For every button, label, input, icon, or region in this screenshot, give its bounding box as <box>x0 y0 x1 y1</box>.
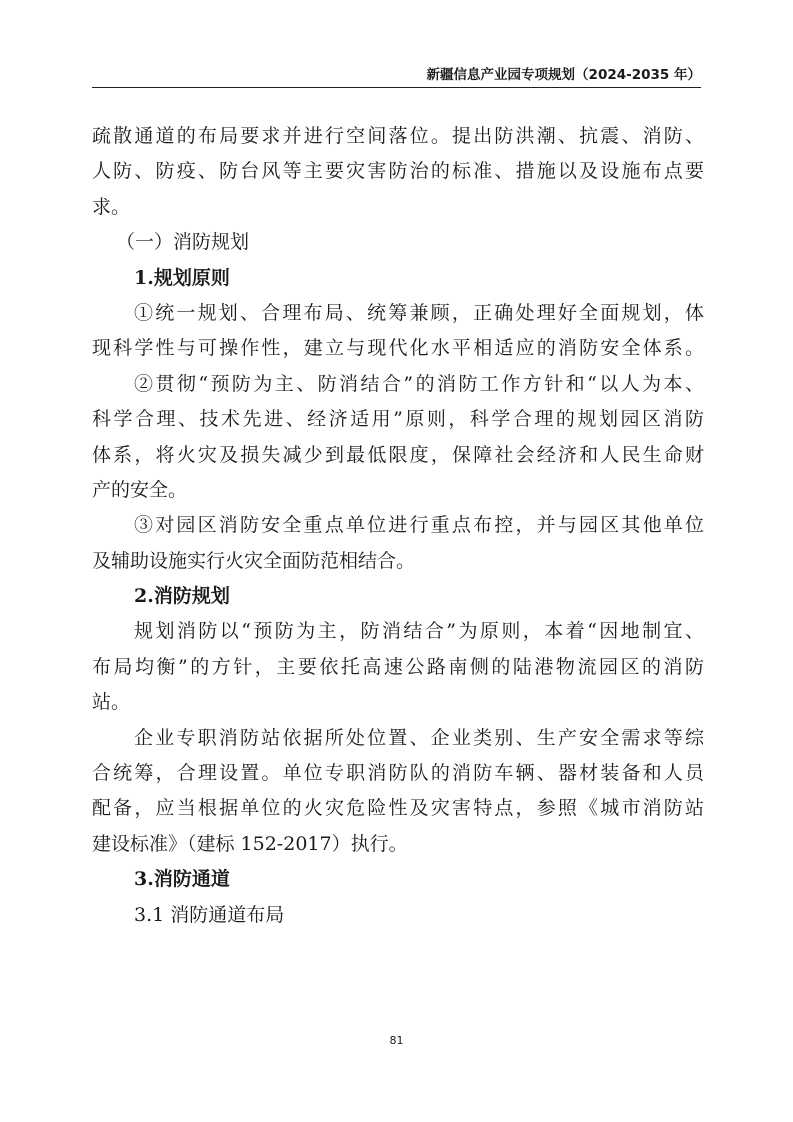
paragraph-line: 站。 <box>92 691 131 714</box>
paragraph-line: 体系，将火灾及损失减少到最低限度，保障社会经济和人民生命财 <box>92 443 704 466</box>
subsection-heading: 3.消防通道 <box>134 868 230 891</box>
paragraph-line: 现科学性与可操作性，建立与现代化水平相适应的消防安全体系。 <box>92 337 704 360</box>
paragraph-line: 求。 <box>92 195 131 218</box>
subsection-heading: 1.规划原则 <box>134 266 230 289</box>
header-divider <box>92 87 701 88</box>
paragraph-line: 及辅助设施实行火灾全面防范相结合。 <box>92 549 416 572</box>
running-header: 新疆信息产业园专项规划（2024-2035 年） <box>426 67 701 83</box>
paragraph-line: 布局均衡”的方针，主要依托高速公路南侧的陆港物流园区的消防 <box>92 655 704 678</box>
page-number: 81 <box>389 1034 404 1047</box>
paragraph-line: ①统一规划、合理布局、统筹兼顾，正确处理好全面规划，体 <box>134 301 704 324</box>
paragraph-line: ③对园区消防安全重点单位进行重点布控，并与园区其他单位 <box>134 514 704 537</box>
paragraph-line: 科学合理、技术先进、经济适用”原则，科学合理的规划园区消防 <box>92 408 704 431</box>
paragraph-line: 合统筹，合理设置。单位专职消防队的消防车辆、器材装备和人员 <box>92 762 704 785</box>
document-body <box>92 119 704 933</box>
paragraph-line: 产的安全。 <box>92 478 188 501</box>
paragraph-line: 人防、防疫、防台风等主要灾害防治的标准、措施以及设施布点要 <box>92 160 704 183</box>
paragraph-line: 建设标准》（建标 152-2017）执行。 <box>92 832 408 855</box>
subsection-heading: 2.消防规划 <box>134 585 230 608</box>
paragraph-line: 疏散通道的布局要求并进行空间落位。提出防洪潮、抗震、消防、 <box>92 125 704 147</box>
paragraph-line: 规划消防以“预防为主，防消结合”为原则，本着“因地制宜、 <box>134 620 704 643</box>
paragraph-line: ②贯彻“预防为主、防消结合”的消防工作方针和“以人为本、 <box>134 372 704 395</box>
section-heading: （一）消防规划 <box>116 231 250 254</box>
paragraph-line: 配备，应当根据单位的火灾危险性及灾害特点，参照《城市消防站 <box>92 797 704 820</box>
paragraph-line: 企业专职消防站依据所处位置、企业类别、生产安全需求等综 <box>134 726 704 749</box>
subsection-heading: 3.1 消防通道布局 <box>134 903 285 926</box>
